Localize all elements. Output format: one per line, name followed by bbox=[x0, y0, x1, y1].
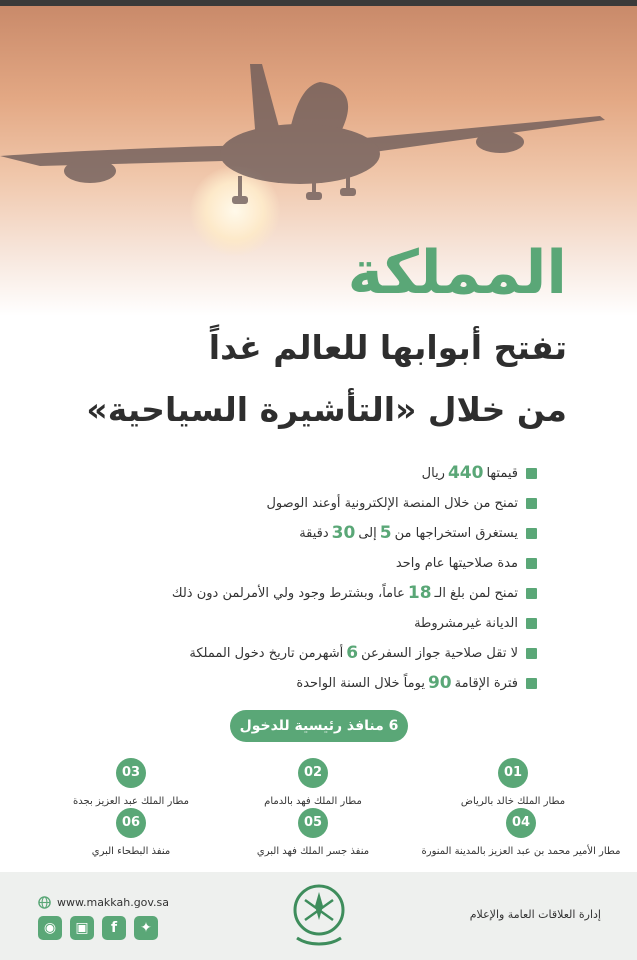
port-number-badge: 02 bbox=[298, 758, 328, 788]
bullet-icon bbox=[526, 588, 537, 599]
website-link[interactable]: www.makkah.gov.sa bbox=[38, 896, 169, 909]
bullet-icon bbox=[526, 528, 537, 539]
bullet-icon bbox=[526, 498, 537, 509]
port-name: مطار الملك خالد بالرياض bbox=[460, 796, 566, 807]
department-name: إدارة العلاقات العامة والإعلام bbox=[469, 908, 601, 921]
bullet-icon bbox=[526, 618, 537, 629]
fact-item: فترة الإقامة 90 يوماً خلال السنة الواحدة bbox=[117, 668, 537, 698]
port-item-04 bbox=[414, 808, 628, 857]
social-links bbox=[38, 916, 166, 940]
port-name: منفذ البطحاء البري bbox=[91, 846, 171, 857]
facts-list bbox=[117, 458, 537, 698]
title-main: المملكة bbox=[347, 238, 567, 308]
ports-heading: 6 منافذ رئيسية للدخول bbox=[230, 710, 408, 742]
port-number-badge: 05 bbox=[298, 808, 328, 838]
fact-item: تمنح من خلال المنصة الإلكترونية أوعند الوصول bbox=[117, 488, 537, 518]
port-name: مطار الملك فهد بالدمام bbox=[264, 796, 362, 807]
instagram-icon[interactable]: ▣ bbox=[70, 916, 94, 940]
fact-item: تمنح لمن بلغ الـ 18 عاماً، وبشترط وجود ولي الأمرلمن دون ذلك bbox=[117, 578, 537, 608]
title-line-2: من خلال «التأشيرة السياحية» bbox=[86, 390, 567, 429]
bullet-icon bbox=[526, 468, 537, 479]
snapchat-icon[interactable]: ◉ bbox=[38, 916, 62, 940]
fact-item: مدة صلاحيتها عام واحد bbox=[117, 548, 537, 578]
facebook-icon[interactable]: f bbox=[102, 916, 126, 940]
twitter-icon[interactable]: ✦ bbox=[134, 916, 158, 940]
bullet-icon bbox=[526, 558, 537, 569]
fact-item: قيمتها 440 ريال bbox=[117, 458, 537, 488]
port-name: مطار الملك عبد العزيز بجدة bbox=[73, 796, 189, 807]
port-number-badge: 06 bbox=[116, 808, 146, 838]
port-item-05 bbox=[218, 808, 408, 857]
fact-item: لا تقل صلاحية جواز السفرعن 6 أشهرمن تاريخ دخول المملكة bbox=[117, 638, 537, 668]
fact-item: الديانة غيرمشروطة bbox=[117, 608, 537, 638]
globe-icon bbox=[38, 896, 51, 909]
port-number-badge: 01 bbox=[498, 758, 528, 788]
airplane-silhouette-icon bbox=[0, 46, 637, 226]
port-number-badge: 03 bbox=[116, 758, 146, 788]
port-name: مطار الأمير محمد بن عبد العزيز بالمدينة المنورة bbox=[421, 846, 621, 857]
port-item-02 bbox=[218, 758, 408, 807]
footer bbox=[0, 872, 637, 960]
port-name: منفذ جسر الملك فهد البري bbox=[256, 846, 370, 857]
bullet-icon bbox=[526, 648, 537, 659]
port-item-03 bbox=[36, 758, 226, 807]
title-line-1: تفتح أبوابها للعالم غداً bbox=[208, 328, 567, 367]
bullet-icon bbox=[526, 678, 537, 689]
emirate-emblem-icon bbox=[283, 880, 355, 952]
port-number-badge: 04 bbox=[506, 808, 536, 838]
fact-item: يستغرق استخراجها من 5 إلى 30 دقيقة bbox=[117, 518, 537, 548]
port-item-06 bbox=[36, 808, 226, 857]
port-item-01 bbox=[418, 758, 608, 807]
